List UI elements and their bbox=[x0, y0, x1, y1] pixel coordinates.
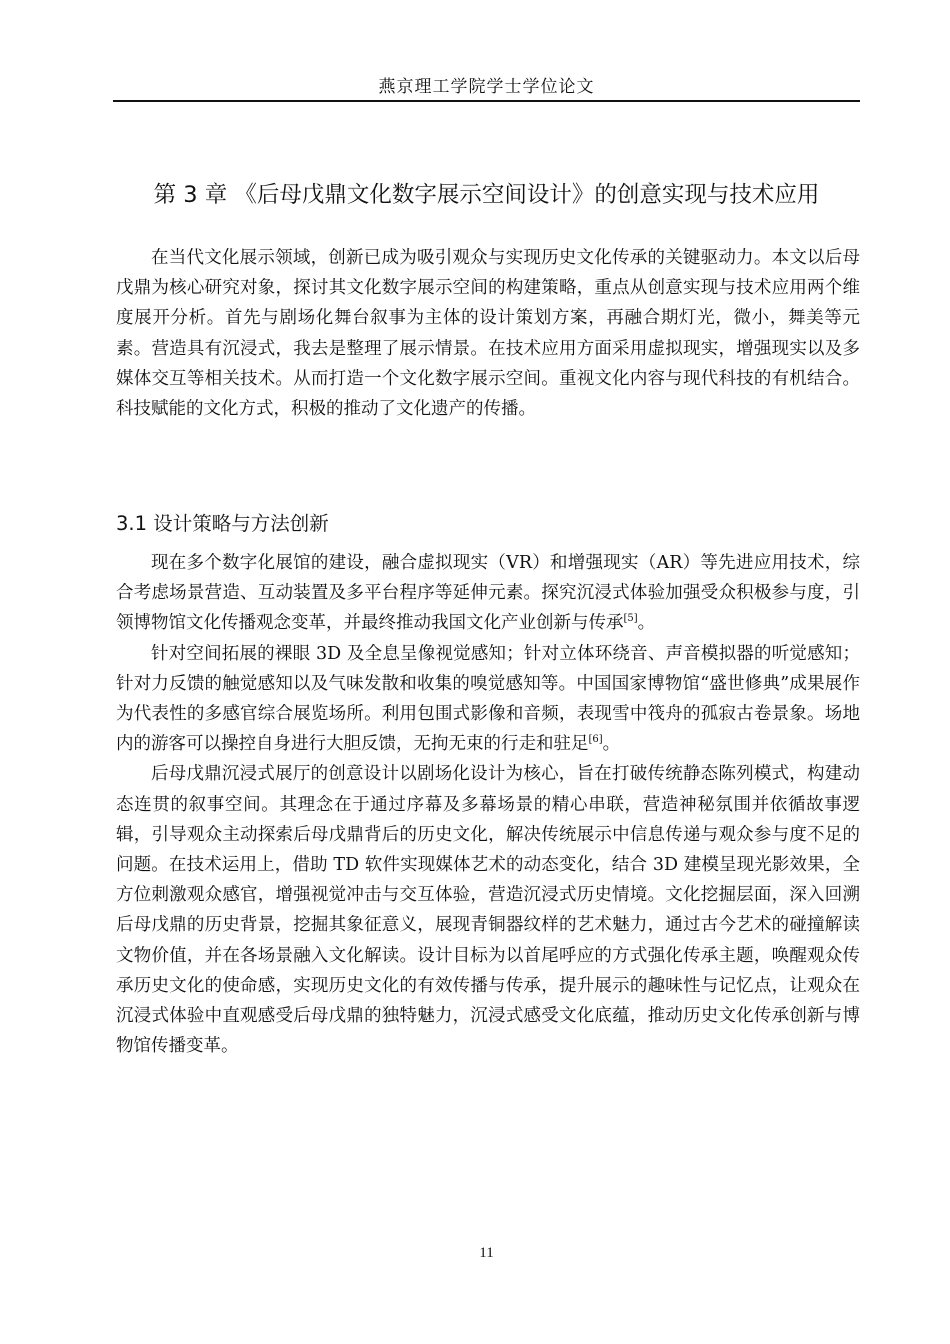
section-paragraph-1 bbox=[116, 548, 860, 639]
citation-ref: [6] bbox=[588, 734, 603, 746]
section-paragraph-2 bbox=[116, 639, 860, 760]
header-rule bbox=[113, 100, 860, 102]
chapter-title: 第 3 章 《后母戊鼎文化数字展示空间设计》的创意实现与技术应用 bbox=[153, 182, 820, 208]
paragraph-text: 针对空间拓展的裸眼 3D 及全息呈像视觉感知；针对立体环绕音、声音模拟器的听觉感知；针对力反馈的触觉感知以及气味发散和收集的嗅觉感知等。中国国家博物馆“盛世修典”成果展作为代表性的多感官综合展览场所。利用包围式影像和音频，表现雪中筏舟的孤寂古卷景象。场地内的游客可以操控自身进行大胆反馈，无拘无束的行走和驻足 bbox=[116, 643, 860, 755]
paragraph-end: 。 bbox=[602, 734, 621, 755]
section-title: 3.1 设计策略与方法创新 bbox=[116, 512, 329, 535]
page-number: 11 bbox=[479, 1245, 494, 1261]
paragraph-end: 。 bbox=[637, 613, 656, 634]
running-header: 燕京理工学院学士学位论文 bbox=[378, 77, 595, 97]
section-paragraph-3: 后母戊鼎沉浸式展厅的创意设计以剧场化设计为核心，旨在打破传统静态陈列模式，构建动态连贯的叙事空间。其理念在于通过序幕及多幕场景的精心串联，营造神秘氛围并依循故事逻辑，引导观众主动探索后母戊鼎背后的历史文化，解决传统展示中信息传递与观众参与度不足的问题。在技术运用上，借助 TD 软件实现媒体艺术的动态变化，结合 3D 建模呈现光影效果，全方位刺激观众感官，增强视觉冲击与交互体验，营造沉浸式历史情境。文化挖掘层面，深入回溯后母戊鼎的历史背景，挖掘其象征意义，展现青铜器纹样的艺术魅力，通过古今艺术的碰撞解读文物价值，并在各场景融入文化解读。设计目标为以首尾呼应的方式强化传承主题，唤醒观众传承历史文化的使命感，实现历史文化的有效传播与传承，提升展示的趣味性与记忆点，让观众在沉浸式体验中直观感受后母戊鼎的独特魅力，沉浸式感受文化底蕴，推动历史文化传承创新与博物馆传播变革。 bbox=[116, 764, 860, 1057]
intro-paragraph: 在当代文化展示领域，创新已成为吸引观众与实现历史文化传承的关键驱动力。本文以后母戊鼎为核心研究对象，探讨其文化数字展示空间的构建策略，重点从创意实现与技术应用两个维度展开分析。首先与剧场化舞台叙事为主体的设计策划方案，再融合期灯光，微小，舞美等元素。营造具有沉浸式，我去是整理了展示情景。在技术应用方面采用虚拟现实，增强现实以及多媒体交互等相关技术。从而打造一个文化数字展示空间。重视文化内容与现代科技的有机结合。科技赋能的文化方式，积极的推动了文化遗产的传播。 bbox=[116, 248, 860, 420]
citation-ref: [5] bbox=[623, 613, 638, 625]
paragraph-text: 现在多个数字化展馆的建设，融合虚拟现实（VR）和增强现实（AR）等先进应用技术，综合考虑场景营造、互动装置及多平台程序等延伸元素。探究沉浸式体验加强受众积极参与度，引领博物馆文化传播观念变革，并最终推动我国文化产业创新与传承 bbox=[116, 553, 860, 634]
section-body bbox=[116, 548, 860, 1061]
chapter-intro bbox=[116, 243, 860, 424]
